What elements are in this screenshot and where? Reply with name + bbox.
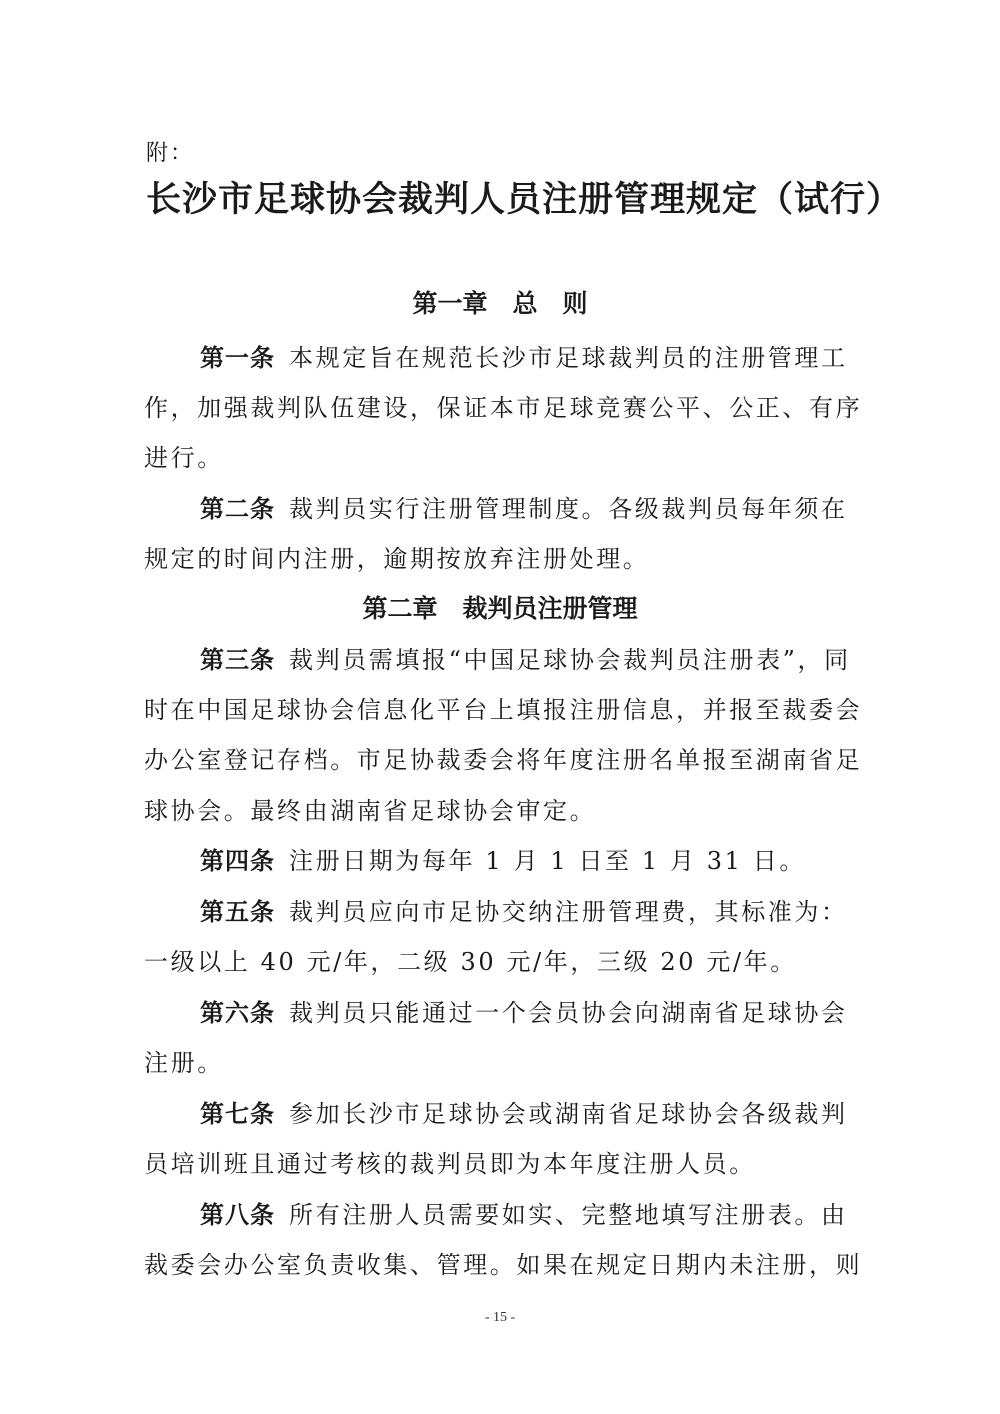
- attachment-label: 附：: [146, 141, 195, 166]
- article-2-line-2: 规定的时间内注册，逾期按放弃注册处理。: [144, 545, 650, 573]
- article-7-line-2: 员培训班且通过考核的裁判员即为本年度注册人员。: [144, 1150, 756, 1178]
- article-7-line-1: 第七条 参加长沙市足球协会或湖南省足球协会各级裁判: [200, 1100, 848, 1128]
- article-8-number: 第八条: [200, 1201, 275, 1229]
- article-1-line-1: 第一条 本规定旨在规范长沙市足球裁判员的注册管理工: [200, 344, 848, 372]
- article-5-line-1: 第五条 裁判员应向市足协交纳注册管理费，其标准为：: [200, 898, 848, 926]
- article-8-line-1: 第八条 所有注册人员需要如实、完整地填写注册表。由: [200, 1201, 848, 1229]
- article-1-line-3: 进行。: [144, 444, 224, 472]
- article-8-line-2: 裁委会办公室负责收集、管理。如果在规定日期内未注册，则: [144, 1251, 863, 1279]
- article-5-number: 第五条: [200, 898, 275, 926]
- article-3-line-2: 时在中国足球协会信息化平台上填报注册信息，并报至裁委会: [144, 696, 863, 724]
- chapter-1-heading: 第一章 总 则: [412, 289, 588, 318]
- article-7-number: 第七条: [200, 1100, 275, 1128]
- article-6-number: 第六条: [200, 999, 275, 1027]
- article-3-number: 第三条: [200, 646, 275, 674]
- article-1-line-2: 作，加强裁判队伍建设，保证本市足球竞赛公平、公正、有序: [144, 394, 863, 422]
- article-4-number: 第四条: [200, 847, 275, 875]
- chapter-2-heading: 第二章 裁判员注册管理: [362, 594, 638, 623]
- article-3-line-3: 办公室登记存档。市足协裁委会将年度注册名单报至湖南省足: [144, 746, 863, 774]
- article-1-number: 第一条: [200, 344, 275, 372]
- article-2-line-1: 第二条 裁判员实行注册管理制度。各级裁判员每年须在: [200, 495, 848, 523]
- page-number: - 15 -: [484, 1310, 516, 1325]
- article-5-line-2: 一级以上 40 元/年，二级 30 元/年，三级 20 元/年。: [144, 948, 797, 976]
- article-4-line-1: 第四条 注册日期为每年 1 月 1 日至 1 月 31 日。: [200, 847, 806, 875]
- article-6-line-1: 第六条 裁判员只能通过一个会员协会向湖南省足球协会: [200, 999, 848, 1027]
- article-6-line-2: 注册。: [144, 1049, 224, 1077]
- article-3-line-1: 第三条 裁判员需填报“中国足球协会裁判员注册表”，同: [200, 646, 851, 674]
- article-3-line-4: 球协会。最终由湖南省足球协会审定。: [144, 797, 597, 825]
- article-2-number: 第二条: [200, 495, 275, 523]
- document-title: 长沙市足球协会裁判人员注册管理规定（试行）: [146, 180, 903, 220]
